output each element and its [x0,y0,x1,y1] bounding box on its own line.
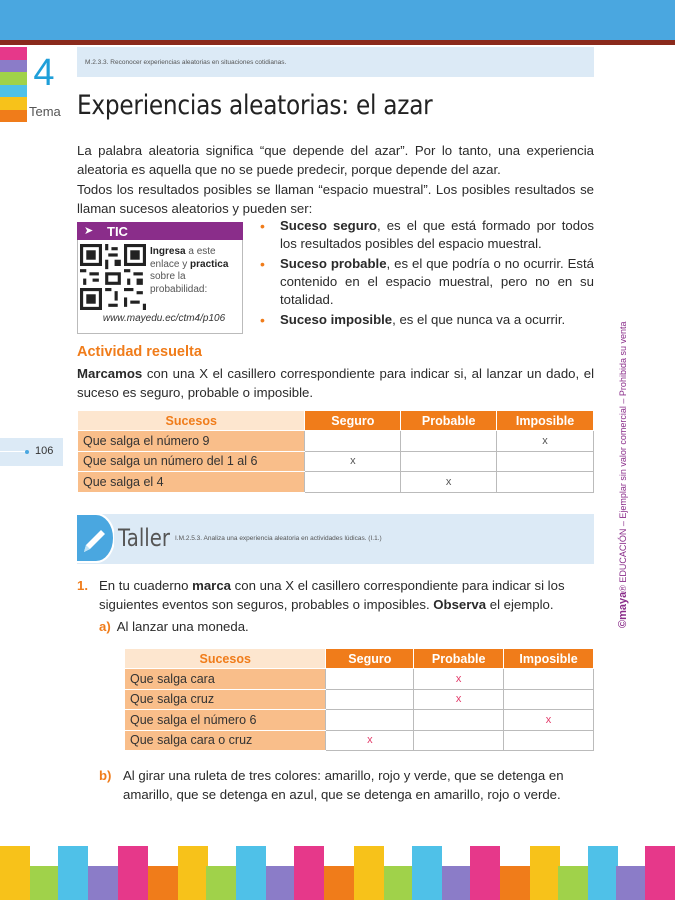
column-header: Seguro [326,649,414,669]
top-divider [0,40,675,45]
row-label: Que salga cruz [125,689,326,710]
column-header: Probable [401,411,497,431]
suceso-list [258,217,594,331]
part-b: b) Al girar una ruleta de tres colores: amarillo, rojo y verde, que se detenga en amarillo, que se detenga en azul, que se detenga en amarillo, rojo o verde. [99,768,564,802]
exercise-1 [77,576,594,614]
pencil-icon [74,512,114,564]
intro-paragraph-2: Todos los resultados posibles se llaman “espacio muestral”. Los posibles resultados se llaman sucesos aleatorios y pueden ser: [77,182,594,216]
row-label: Que salga cara [125,669,326,690]
column-header: Sucesos [125,649,326,669]
column-header: Imposible [497,411,594,431]
table-row [78,451,594,472]
page-number-tab [0,438,63,466]
cell-probable: x [414,669,504,690]
cell-imposible [504,689,594,710]
coin-table [124,648,594,751]
intro-paragraph-1: La palabra aleatoria significa “que depende del azar”. Por lo tanto, una experiencia aleatoria es aquella que no se puede predecir, porque depende del azar. [77,143,594,177]
page-number-line [0,451,25,452]
cell-imposible [497,451,594,472]
cell-probable [401,451,497,472]
tic-link[interactable]: www.mayedu.ec/ctm4/p106 [102,313,226,324]
list-item: • Suceso probable, es el que podría o no ocurrir. Está contenido en el espacio muestral, pero no en su totalidad. [260,256,594,307]
list-item: • Suceso imposible, es el que nunca va a ocurrir. [260,312,566,328]
rocket-icon: ➤ [84,225,94,237]
page-title: Experiencias aleatorias: el azar [77,90,433,121]
column-header: Sucesos [78,411,305,431]
skill-banner: M.2.3.3. Reconocer experiencias aleatorias en situaciones cotidianas. [77,47,594,77]
cell-seguro [305,472,401,493]
table-row [78,472,594,493]
activity-instructions: Marcamos con una X el casillero correspondiente para indicar si, al lanzar un dado, el suceso es seguro, probable o imposible. [77,366,594,400]
table-row [125,669,594,690]
row-label: Que salga un número del 1 al 6 [78,451,305,472]
column-header: Seguro [305,411,401,431]
cell-probable [414,730,504,751]
page-number-dot [25,450,29,454]
cell-seguro: x [305,451,401,472]
row-label: Que salga el número 6 [125,710,326,731]
table-row [125,730,594,751]
cell-probable: x [401,472,497,493]
exercise-text: En tu cuaderno marca con una X el casillero correspondiente para indicar si los siguientes eventos son seguros, probables o imposibles. Observa el ejemplo. [99,578,565,612]
row-label: Que salga el 4 [78,472,305,493]
page-number: 106 [35,445,54,457]
qr-code-icon[interactable] [80,244,146,310]
exercise-number: 1. [77,578,88,593]
cell-imposible [504,730,594,751]
example-table [77,410,594,493]
taller-skill: I.M.2.5.3. Analiza una experiencia aleatoria en actividades lúdicas. (I.1.) [175,535,382,542]
part-a: a) Al lanzar una moneda. [99,619,249,634]
cell-imposible: x [497,431,594,452]
cell-seguro [305,431,401,452]
top-color-bar [0,0,675,40]
cell-probable [401,431,497,452]
tema-label: Tema [29,104,61,119]
taller-title: Taller [118,524,170,552]
cell-probable: x [414,689,504,710]
column-header: Imposible [504,649,594,669]
activity-title: Actividad resuelta [77,344,202,360]
cell-seguro [326,669,414,690]
table-row [78,431,594,452]
table-row [125,689,594,710]
bottom-color-bars [0,846,675,900]
cell-seguro [326,710,414,731]
tic-header: TIC [77,222,243,240]
cell-imposible [504,669,594,690]
row-label: Que salga cara o cruz [125,730,326,751]
table-row [125,710,594,731]
cell-probable [414,710,504,731]
tema-number: 4 [33,52,55,94]
cell-seguro: x [326,730,414,751]
row-label: Que salga el número 9 [78,431,305,452]
cell-imposible [497,472,594,493]
list-item: • Suceso seguro, es el que está formado por todos los resultados posibles del espacio muestral. [260,218,594,251]
tema-color-stripes [0,47,27,122]
cell-seguro [326,689,414,710]
copyright-sidebar: ©maya® EDUCACIÓN – Ejemplar sin valor comercial – Prohibida su venta [617,321,629,628]
tic-instructions: Ingresa a este enlace y practica sobre la probabilidad: [150,246,229,295]
cell-imposible: x [504,710,594,731]
column-header: Probable [414,649,504,669]
